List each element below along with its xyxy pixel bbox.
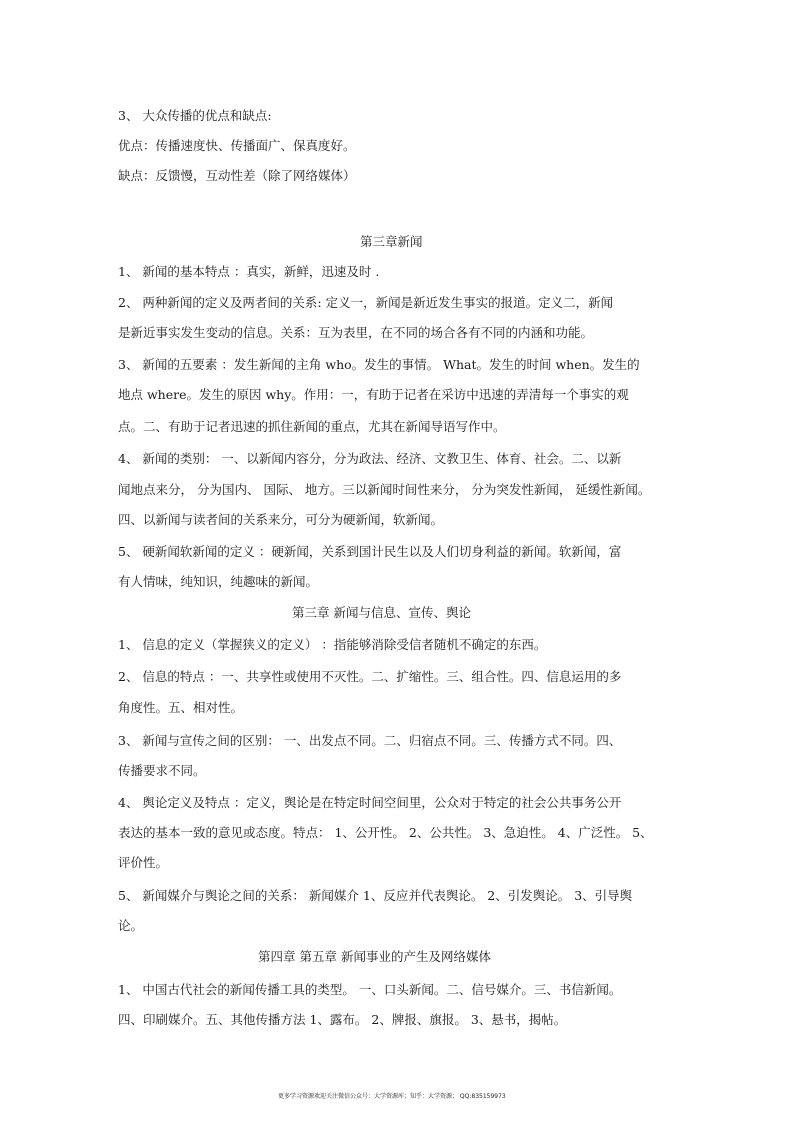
chapter3-line: 2、 两种新闻的定义及两者间的关系: 定义一，新闻是新近发生事实的报道。定义二，新闻: [118, 295, 614, 310]
chapter3-line: 是新近事实发生变动的信息。关系：互为表里，在不同的场合各有不同的内涵和功能。: [118, 325, 594, 340]
chapter3b-line: 表达的基本一致的意见或态度。特点： 1、公开性。 2、公共性。 3、急迫性。 4、广泛性。 5、: [118, 825, 653, 840]
chapter3b-line: 论。: [118, 918, 144, 933]
chapter45-title: 第四章 第五章 新闻事业的产生及网络媒体: [258, 949, 491, 964]
chapter3b-line: 5、 新闻媒介与舆论之间的关系： 新闻媒介 1、反应并代表舆论。 2、引发舆论。 3、引导舆: [118, 888, 633, 903]
chapter3-line: 3、 新闻的五要素 ：发生新闻的主角 who。发生的事情。 What。发生的时间 when。发生的: [118, 357, 640, 372]
chapter45-line: 四、印刷媒介。五、其他传播方法 1、露布。 2、牌报、旗报。 3、悬书，揭帖。: [118, 1012, 567, 1027]
chapter3b-line: 3、 新闻与宣传之间的区别： 一、出发点不同。二、归宿点不同。三、传播方式不同。四、: [118, 733, 622, 748]
chapter3b-line: 传播要求不同。: [118, 763, 206, 778]
intro-line: 3、 大众传播的优点和缺点:: [118, 108, 272, 123]
chapter3-line: 有人情味，纯知识，纯趣味的新闻。: [118, 574, 319, 589]
chapter3-line: 1、 新闻的基本特点 ：真实，新鲜，迅速及时 .: [118, 264, 380, 279]
chapter3-line: 地点 where。发生的原因 why。作用：一，有助于记者在采访中迅速的弄清每一个事实的观: [118, 387, 629, 402]
chapter45-line: 1、 中国古代社会的新闻传播工具的类型。 一、口头新闻。二、信号媒介。三、书信新闻。: [118, 982, 622, 997]
chapter3-line: 5、 硬新闻软新闻的定义 ：硬新闻，关系到国计民生以及人们切身利益的新闻。软新闻，富: [118, 544, 622, 559]
chapter3-title: 第三章新闻: [360, 234, 423, 249]
chapter3b-line: 4、 舆论定义及特点 ：定义，舆论是在特定时间空间里，公众对于特定的社会公共事务公开: [118, 795, 622, 810]
intro-line: 缺点：反馈慢，互动性差（除了网络媒体）: [118, 168, 356, 183]
chapter3b-line: 角度性。五、相对性。: [118, 700, 244, 715]
chapter3b-line: 1、 信息的定义（掌握狭义的定义） ：指能够消除受信者随机不确定的东西。: [118, 637, 547, 652]
footer-note: 更多学习资源欢迎关注微信公众号：大学资源库；知乎：大学资源； QQ:835159973: [278, 1093, 506, 1100]
chapter3-line: 闻地点来分， 分为国内、 国际、 地方。三以新闻时间性来分， 分为突发性新闻， 延缓性新闻。: [118, 482, 651, 497]
chapter3-line: 点。二、有助于记者迅速的抓住新闻的重点，尤其在新闻导语写作中。: [118, 419, 506, 434]
chapter3b-line: 2、 信息的特点 ：一、共享性或使用不灭性。二、扩缩性。三、组合性。四、信息运用的多: [118, 669, 622, 684]
chapter3b-line: 评价性。: [118, 855, 169, 870]
chapter3-line: 四、以新闻与读者间的关系来分，可分为硬新闻，软新闻。: [118, 512, 444, 527]
intro-line: 优点：传播速度快、传播面广、保真度好。: [118, 138, 356, 153]
chapter3b-title: 第三章 新闻与信息、宣传、舆论: [292, 605, 471, 620]
chapter3-line: 4、 新闻的类别： 一、以新闻内容分，分为政法、经济、文教卫生、体育、社会。二、以新: [118, 451, 622, 466]
